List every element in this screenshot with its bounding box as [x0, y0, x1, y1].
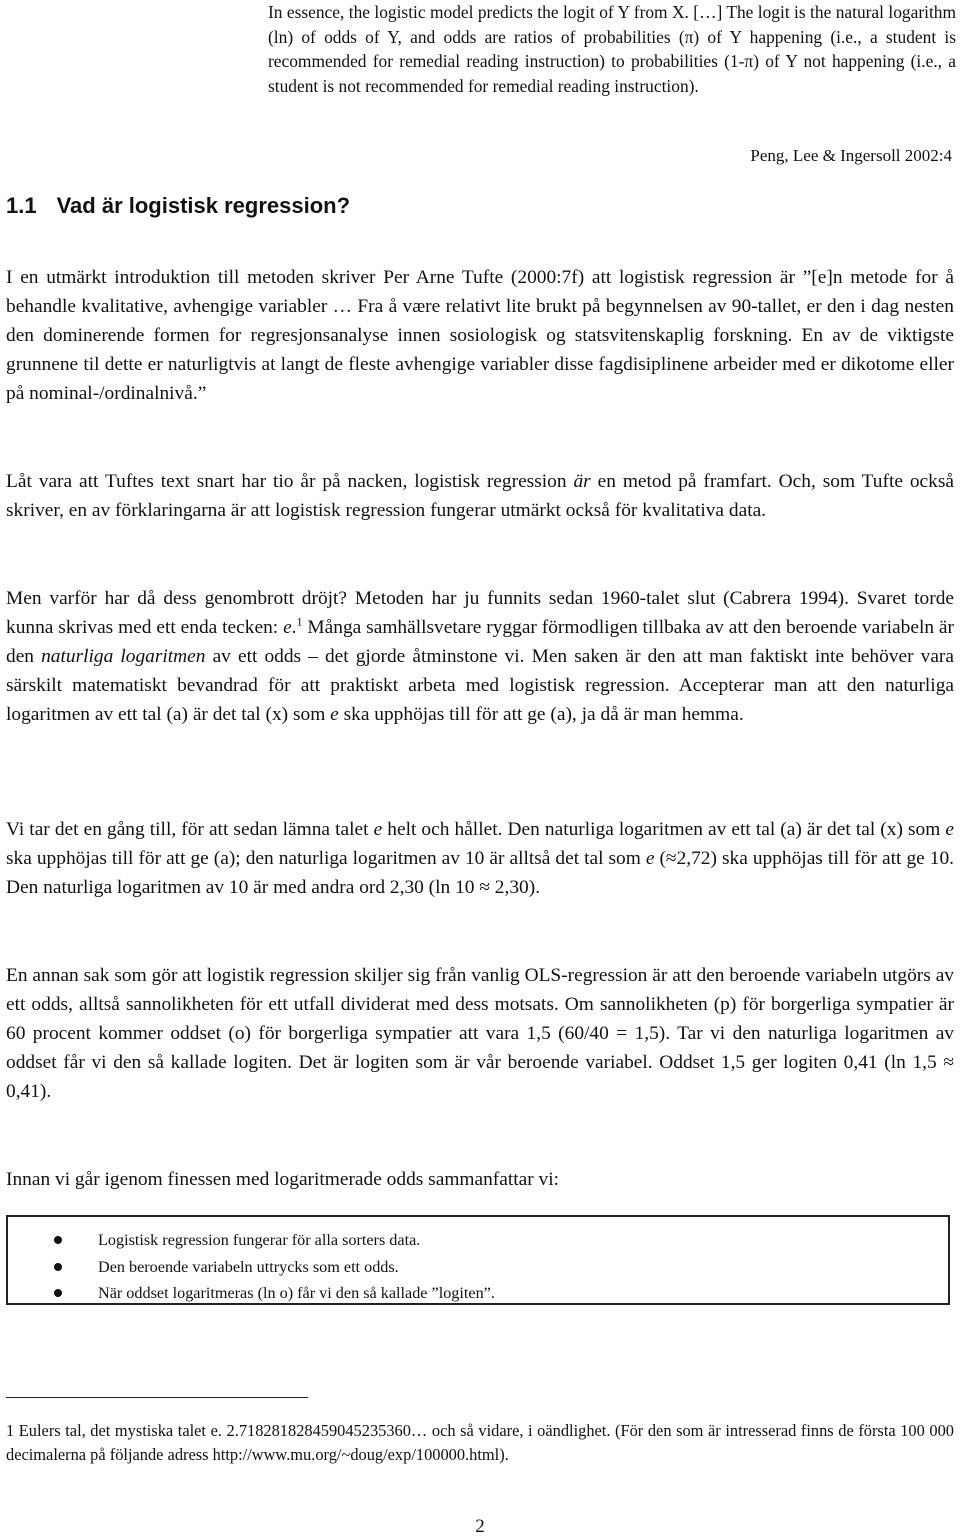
paragraph-5: En annan sak som gör att logistik regression skiljer sig från vanlig OLS-regression är att den beroende variabeln utgörs av ett odds, alltså sannolikheten för ett utfall dividerat med dess motsats. Om sannolikheten (p) för borgerliga sympatier är 60 procent kommer oddset (o) för borgerliga sympatier att vara 1,5 (60/40 = 1,5). Tar vi den naturliga logaritmen av oddset får vi den så kallade logiten. Det är logiten som är vår beroende variabel. Oddset 1,5 ger logiten 0,41 (ln 1,5 ≈ 0,41). [6, 965, 954, 1102]
summary-item [54, 1227, 495, 1254]
summary-item [54, 1280, 495, 1307]
section-number: 1.1 [6, 193, 37, 218]
quote-text: In essence, the logistic model predicts the logit of Y from X. […] The logit is the natural logarithm (ln) of odds of Y, and odds are ratios of probabilities (π) of Y happening (i.e., a student is recommended for remedial reading instruction) to probabilities (1-π) of Y not happening (i.e., a student is not recommended for remedial reading instruction). [268, 2, 956, 96]
block-quote [268, 0, 956, 98]
p3-text-d: av ett odds – det gjorde åtminstone vi. Men saken är den att man faktiskt inte behöver vara särskilt matematiskt bevandrad för att praktiskt arbeta med logistisk regression. Accepterar man att den naturliga logaritmen av ett tal (a) är det tal (x) som [6, 646, 954, 725]
summary-item-text: Den beroende variabeln uttrycks som ett odds. [98, 1257, 399, 1276]
quote-citation: Peng, Lee & Ingersoll 2002:4 [750, 146, 952, 165]
p4-e-2: e [945, 819, 954, 840]
p3-text-c: Många samhällsvetare ryggar förmodligen tillbaka av att den beroende variabeln är den [6, 617, 954, 667]
p2-emphasis: är [573, 471, 591, 492]
section-heading [6, 193, 350, 219]
p3-text-a: Men varför har då dess genombrott dröjt? Metoden har ju funnits sedan 1960-talet slut (Cabrera 1994). Svaret torde kunna skrivas med ett enda tecken: [6, 588, 954, 638]
p3-e-1: e [283, 617, 292, 638]
summary-list [54, 1227, 495, 1307]
p4-text-d: (≈2,72) ska upphöjas till för att ge 10. Den naturliga logaritmen av 10 är med andra ord 2,30 (ln 10 ≈ 2,30). [6, 848, 954, 898]
paragraph-2 [6, 467, 954, 525]
section-title: Vad är logistisk regression? [56, 193, 351, 218]
p4-text-b: helt och hållet. Den naturliga logaritmen av ett tal (a) är det tal (x) som [382, 819, 946, 840]
summary-box [6, 1215, 950, 1305]
page-number: 2 [475, 1516, 485, 1537]
p4-text-a: Vi tar det en gång till, för att sedan lämna talet [6, 819, 374, 840]
p4-e-1: e [373, 819, 383, 840]
p3-e-2: e [330, 704, 339, 725]
bullet-icon [54, 1289, 62, 1297]
p3-text-b: . [291, 617, 297, 638]
bullet-icon [54, 1263, 62, 1271]
p4-e-3: e [645, 848, 655, 869]
p3-emphasis: naturliga logaritmen [41, 646, 206, 667]
p2-text-b: en metod på framfart. Och, som Tufte också skriver, en av förklaringarna är att logistisk regression fungerar utmärkt också för kvalitativa data. [6, 471, 954, 521]
summary-item-text: Logistisk regression fungerar för alla sorters data. [98, 1231, 421, 1249]
paragraph-3 [6, 584, 954, 729]
bullet-icon [54, 1236, 62, 1244]
summary-item [54, 1254, 495, 1281]
p3-text-f: ska upphöjas till för att ge (a), ja då är man hemma. [338, 704, 744, 725]
p2-text-a: Låt vara att Tuftes text snart har tio år på nacken, logistisk regression [6, 471, 574, 492]
paragraph-1: I en utmärkt introduktion till metoden skriver Per Arne Tufte (2000:7f) att logistisk regression är ”[e]n metode for å behandle kvalitative, avhengige variabler … Fra å være relativt lite brukt på begynnelsen av 90-tallet, er den i dag nesten den dominerende formen for regresjonsanalyse innen sosiologisk og statsvitenskaplig forskning. En av de viktigste grunnene til dette er naturligtvis at langt de fleste avhengige variabler disse fagdisiplinene arbeider med er dikotome eller på nominal-/ordinalnivå.” [6, 267, 954, 404]
p4-text-c: ska upphöjas till för att ge (a); den naturliga logaritmen av 10 är alltså det tal som [6, 848, 646, 869]
paragraph-6: Innan vi går igenom finessen med logaritmerade odds sammanfattar vi: [6, 1169, 560, 1190]
paragraph-4 [6, 815, 954, 902]
footnote: 1 Eulers tal, det mystiska talet e. 2.718281828459045235360… och så vidare, i oändlighet. (För den som är intresserad finns de första 100 000 decimalerna på följande adress http://www.mu.org/~doug/exp/100000.html). [6, 1421, 954, 1464]
summary-item-text: När oddset logaritmeras (ln o) får vi den så kallade ”logiten”. [98, 1284, 495, 1302]
footnote-marker: 1 [296, 614, 303, 629]
footnote-divider [6, 1397, 308, 1398]
